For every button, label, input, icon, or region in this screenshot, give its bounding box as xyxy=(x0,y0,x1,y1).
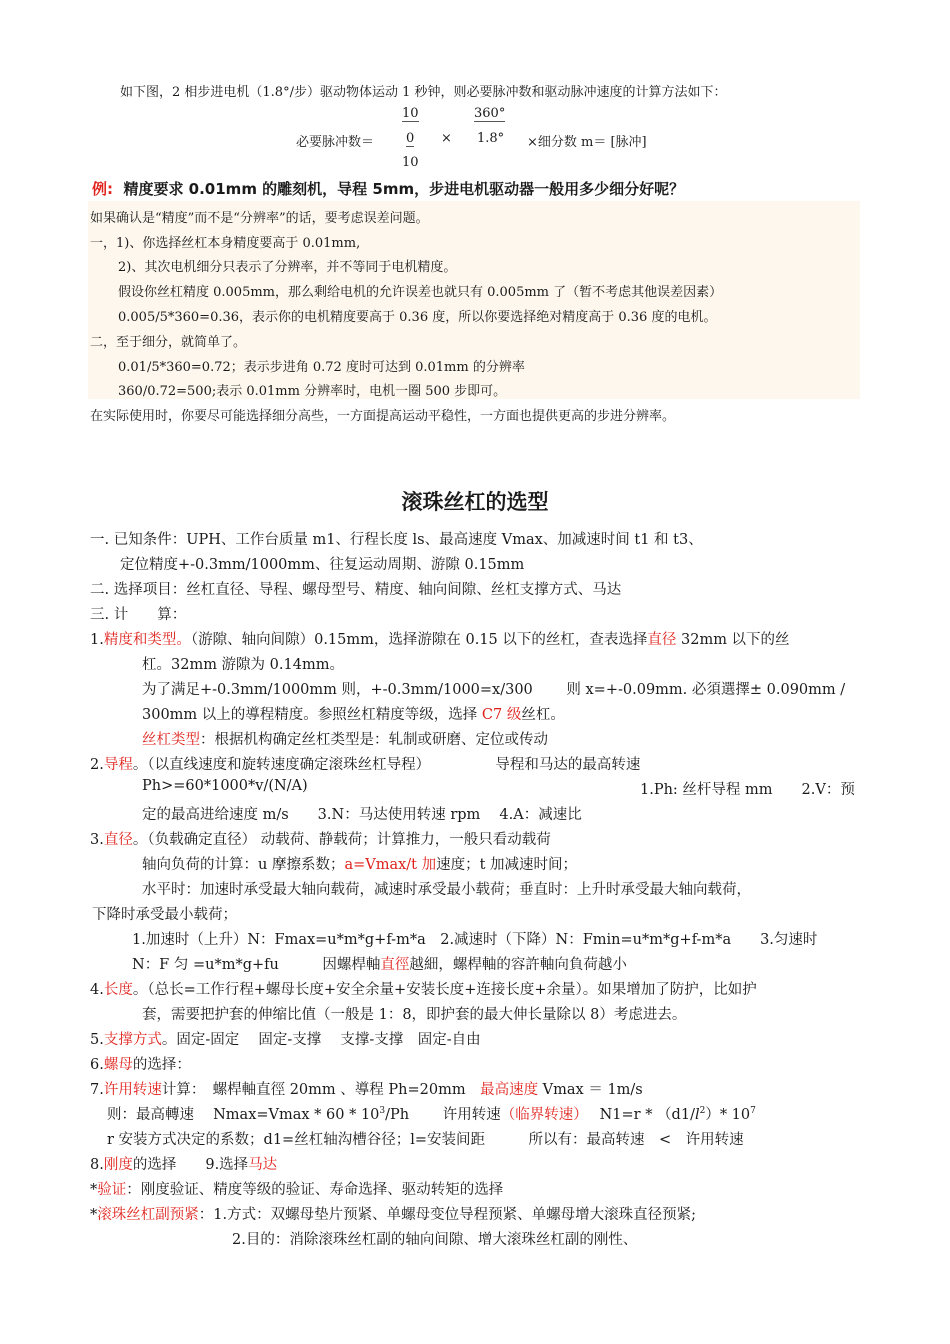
item-text: Vmax ＝ 1m/s xyxy=(538,1082,643,1098)
item-text-line: r 安装方式决定的系数；d1=丝杠轴沟槽谷径；l=安装间距 所以有：最高转速 < 许用转速 xyxy=(107,1132,744,1148)
item-text-line: 下降时承受最小载荷； xyxy=(92,907,237,923)
item-keyword: 长度 xyxy=(103,982,133,998)
lead-legend: 1.Ph: 丝杆导程 mm 2.V：预 xyxy=(640,782,855,798)
item-keyword: 螺母 xyxy=(103,1057,133,1073)
item-keyword: 丝杠类型 xyxy=(142,732,200,748)
item-text-line: 杠。32mm 游隙为 0.14mm。 xyxy=(142,657,344,673)
item-text: 的选择 9.选择 xyxy=(132,1157,249,1173)
item-keyword: 滚珠丝杠副预紧 xyxy=(97,1207,199,1223)
bullet: * xyxy=(90,1182,98,1198)
item-number: 2. xyxy=(90,757,104,773)
item-keyword: 直徑 xyxy=(380,957,410,973)
item-text: 则：最高轉速 Nmax=Vmax * 60 * 10 xyxy=(107,1107,380,1123)
item-text-line: 为了满足+-0.3mm/1000mm 则，+-0.3mm/1000=x/300 则 x=+-0.09mm. 必須選擇± 0.090mm / xyxy=(142,682,846,698)
item-text-line: 2.目的：消除滚珠丝杠副的轴向间隙、增大滚珠丝杠副的刚性、 xyxy=(232,1232,638,1248)
item-text: l xyxy=(694,1107,700,1123)
calculation-heading: 三. 计 算： xyxy=(90,607,187,623)
item-text-line xyxy=(142,703,565,724)
item-text: 。（总长=工作行程+螺母长度+安全余量+安装长度+连接长度+余量）。如果增加了防护，比如护 xyxy=(132,982,757,998)
item-number: 7. xyxy=(90,1082,104,1098)
example-heading xyxy=(92,178,684,199)
item-text: ：根据机构确定丝杠类型是：轧制或研磨、定位或传动 xyxy=(200,732,548,748)
known-conditions-cont: 定位精度+-0.3mm/1000mm、往复运动周期、游隙 0.15mm xyxy=(120,557,525,573)
item-text-line: 定的最高进给速度 m/s 3.N：马达使用转速 rpm 4.A：减速比 xyxy=(142,807,582,823)
formula-numerator-1: 10 xyxy=(402,106,419,121)
item-text: 速度；t 加减速时间； xyxy=(436,857,578,873)
section-title: 滚珠丝杠的选型 xyxy=(401,490,549,514)
selection-items: 二. 选择项目：丝杠直径、导程、螺母型号、精度、轴向间隙、丝杠支撑方式、马达 xyxy=(90,582,622,598)
item-text: ：刚度验证、精度等级的验证、寿命选择、驱动转矩的选择 xyxy=(126,1182,504,1198)
formula-rest: ×细分数 m＝ [脉冲] xyxy=(527,135,647,150)
formula-denominator: 10 xyxy=(402,155,419,170)
answer-line: 0.005/5*360=0.36，表示你的电机精度要高于 0.36 度，所以你要选择绝对精度高于 0.36 度的电机。 xyxy=(118,310,717,325)
item-lead xyxy=(90,753,640,774)
item-number: 8. xyxy=(90,1157,104,1173)
item-text-line: 套，需要把护套的伸缩比值（一般是 1：8，即护套的最大伸长量除以 8）考虑进去。 xyxy=(142,1007,687,1023)
item-stiffness xyxy=(90,1153,277,1174)
answer-line: 在实际使用时，你要尽可能选择细分高些，一方面提高运动平稳性，一方面也提供更高的步进分辨率。 xyxy=(90,409,676,424)
speed-formula xyxy=(107,1103,756,1124)
formula-label: 必要脉冲数＝ xyxy=(296,135,375,150)
item-text: （游隙、轴向间隙）0.15mm，选择游隙在 0.15 以下的丝杠，查表选择 xyxy=(190,632,648,648)
item-text: /Ph 许用转速 xyxy=(385,1107,501,1123)
item-text-line xyxy=(142,728,548,749)
item-keyword: 直径 xyxy=(103,832,133,848)
example-prefix: 例: xyxy=(92,180,113,198)
item-text: N：F 匀 =u*m*g+fu 因螺桿軸 xyxy=(132,957,381,973)
item-text: N1=r * （d1/ xyxy=(580,1107,695,1123)
item-length xyxy=(90,978,757,999)
item-text: 轴向负荷的计算：u 摩擦系数； xyxy=(142,857,345,873)
known-conditions: 一. 已知条件：UPH、工作台质量 m1、行程长度 ls、最高速度 Vmax、加减速时间 t1 和 t3、 xyxy=(90,532,703,548)
item-text: 。（负载确定直径） 动载荷、静载荷；计算推力，一般只看动载荷 xyxy=(132,832,551,848)
superscript: 7 xyxy=(750,1106,756,1117)
item-text: 丝杠。 xyxy=(521,707,565,723)
bullet: * xyxy=(90,1207,98,1223)
item-text-line xyxy=(132,953,627,974)
item-diameter xyxy=(90,828,551,849)
formula-step-angle: 1.8° xyxy=(477,131,505,146)
item-text: 越細，螺桿軸的容許軸向負荷越小 xyxy=(409,957,627,973)
item-number: 4. xyxy=(90,982,104,998)
item-number: 3. xyxy=(90,832,104,848)
item-text-line xyxy=(142,853,577,874)
formula-numerator-2: 360° xyxy=(474,106,506,121)
item-keyword: 许用转速 xyxy=(103,1082,162,1098)
answer-line: 假设你丝杠精度 0.005mm，那么剩给电机的允许误差也就只有 0.005mm 了（暂不考虑其他误差因素） xyxy=(118,285,723,300)
item-verification xyxy=(90,1178,503,1199)
item-keyword: 导程 xyxy=(103,757,133,773)
item-accuracy xyxy=(90,628,790,649)
formula-times: × xyxy=(441,131,452,146)
answer-line: 一，1)、你选择丝杠本身精度要高于 0.01mm, xyxy=(90,236,361,251)
item-number: 1. xyxy=(90,632,104,648)
item-keyword: a=Vmax/t 加 xyxy=(344,857,437,873)
item-keyword: C7 级 xyxy=(481,707,522,723)
example-question: 精度要求 0.01mm 的雕刻机，导程 5mm，步进电机驱动器一般用多少细分好呢？ xyxy=(123,180,685,198)
item-text-line: 1.加速时（上升）N：Fmax=u*m*g+f-m*a 2.减速时（下降）N：Fmin=u*m*g+f-m*a 3.匀速时 xyxy=(132,932,818,948)
item-text: 的选择： xyxy=(132,1057,191,1073)
answer-line: 2)、其次电机细分只表示了分辨率，并不等同于电机精度。 xyxy=(118,260,457,275)
intro-text: 如下图，2 相步进电机（1.8°/步）驱动物体运动 1 秒钟，则必要脉冲数和驱动脉冲速度的计算方法如下： xyxy=(120,85,727,100)
item-text-line: 水平时：加速时承受最大轴向载荷，减速时承受最小载荷；垂直时：上升时承受最大轴向载荷， xyxy=(142,882,751,898)
item-number: 5. xyxy=(90,1032,104,1048)
answer-line: 0.01/5*360=0.72；表示步进角 0.72 度时可达到 0.01mm 的分辨率 xyxy=(118,360,525,375)
item-keyword: 最高速度 xyxy=(480,1082,539,1098)
item-text: 计算： 螺桿軸直徑 20mm 、導程 Ph=20mm xyxy=(161,1082,481,1098)
item-text: ）* 10 xyxy=(705,1107,751,1123)
item-support xyxy=(90,1028,481,1049)
answer-line: 360/0.72=500;表示 0.01mm 分辨率时，电机一圈 500 步即可。 xyxy=(118,384,507,399)
item-nut xyxy=(90,1053,191,1074)
lead-formula: Ph>=60*1000*v/(N/A) xyxy=(142,778,308,794)
item-text: ：1.方式：双螺母垫片预紧、单螺母变位导程预紧、单螺母增大滚珠直径预紧; xyxy=(198,1207,696,1223)
item-keyword: 马达 xyxy=(248,1157,278,1173)
item-keyword: 直径 xyxy=(647,632,677,648)
item-keyword: （临界转速） xyxy=(500,1107,581,1123)
superscript: 2 xyxy=(699,1106,706,1117)
item-keyword: 刚度 xyxy=(103,1157,133,1173)
item-preload xyxy=(90,1203,696,1224)
formula-middle: 0 xyxy=(406,131,415,146)
item-number: 6. xyxy=(90,1057,104,1073)
item-text: 。固定-固定 固定-支撑 支撑-支撑 固定-自由 xyxy=(161,1032,481,1048)
item-keyword: 支撑方式 xyxy=(103,1032,162,1048)
item-speed xyxy=(90,1078,643,1099)
answer-line: 如果确认是“精度”而不是“分辨率”的话，要考虑误差问题。 xyxy=(90,211,429,226)
answer-line: 二，至于细分，就简单了。 xyxy=(90,335,247,350)
item-text: 32mm 以下的丝 xyxy=(676,632,790,648)
item-keyword: 验证 xyxy=(97,1182,127,1198)
item-text: 。（以直线速度和旋转速度确定滚珠丝杠导程） 导程和马达的最高转速 xyxy=(132,757,641,773)
item-keyword: 精度和类型。 xyxy=(103,632,191,648)
item-text: 300mm 以上的導程精度。参照丝杠精度等级，选择 xyxy=(142,707,482,723)
superscript: 3 xyxy=(379,1106,386,1117)
